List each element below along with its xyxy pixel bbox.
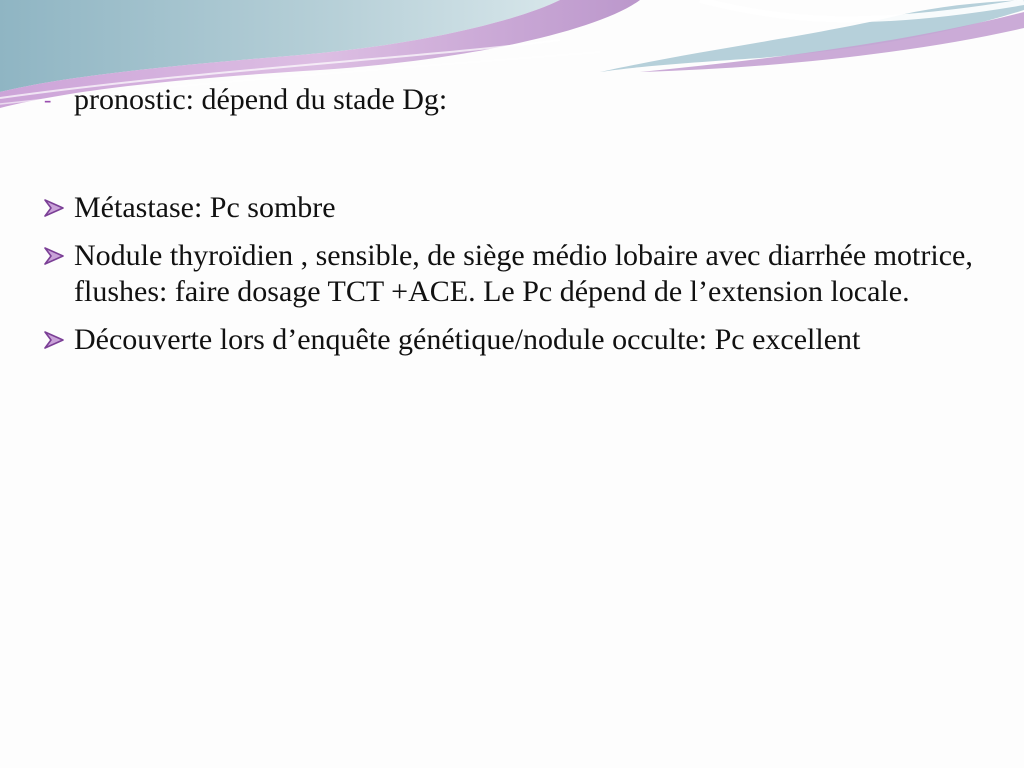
arrow-bullet-icon <box>42 322 74 358</box>
dash-bullet: - <box>44 87 52 112</box>
list-item <box>42 322 982 358</box>
list-item-text: Nodule thyroïdien , sensible, de siège médio lobaire avec diarrhée motrice, flushes: faire dosage TCT +ACE. Le Pc dépend de l’extension locale. <box>74 239 973 308</box>
slide-content <box>42 82 982 358</box>
arrow-bullet-icon <box>42 190 74 226</box>
list-item-text: Métastase: Pc sombre <box>74 191 336 224</box>
arrow-bullet-icon <box>42 238 74 274</box>
list-item <box>42 82 982 118</box>
list-item-text: pronostic: dépend du stade Dg: <box>74 83 448 116</box>
dash-marker <box>42 82 74 118</box>
list-item <box>42 238 982 310</box>
list-item-text: Découverte lors d’enquête génétique/nodule occulte: Pc excellent <box>74 323 861 356</box>
list-item <box>42 190 982 226</box>
